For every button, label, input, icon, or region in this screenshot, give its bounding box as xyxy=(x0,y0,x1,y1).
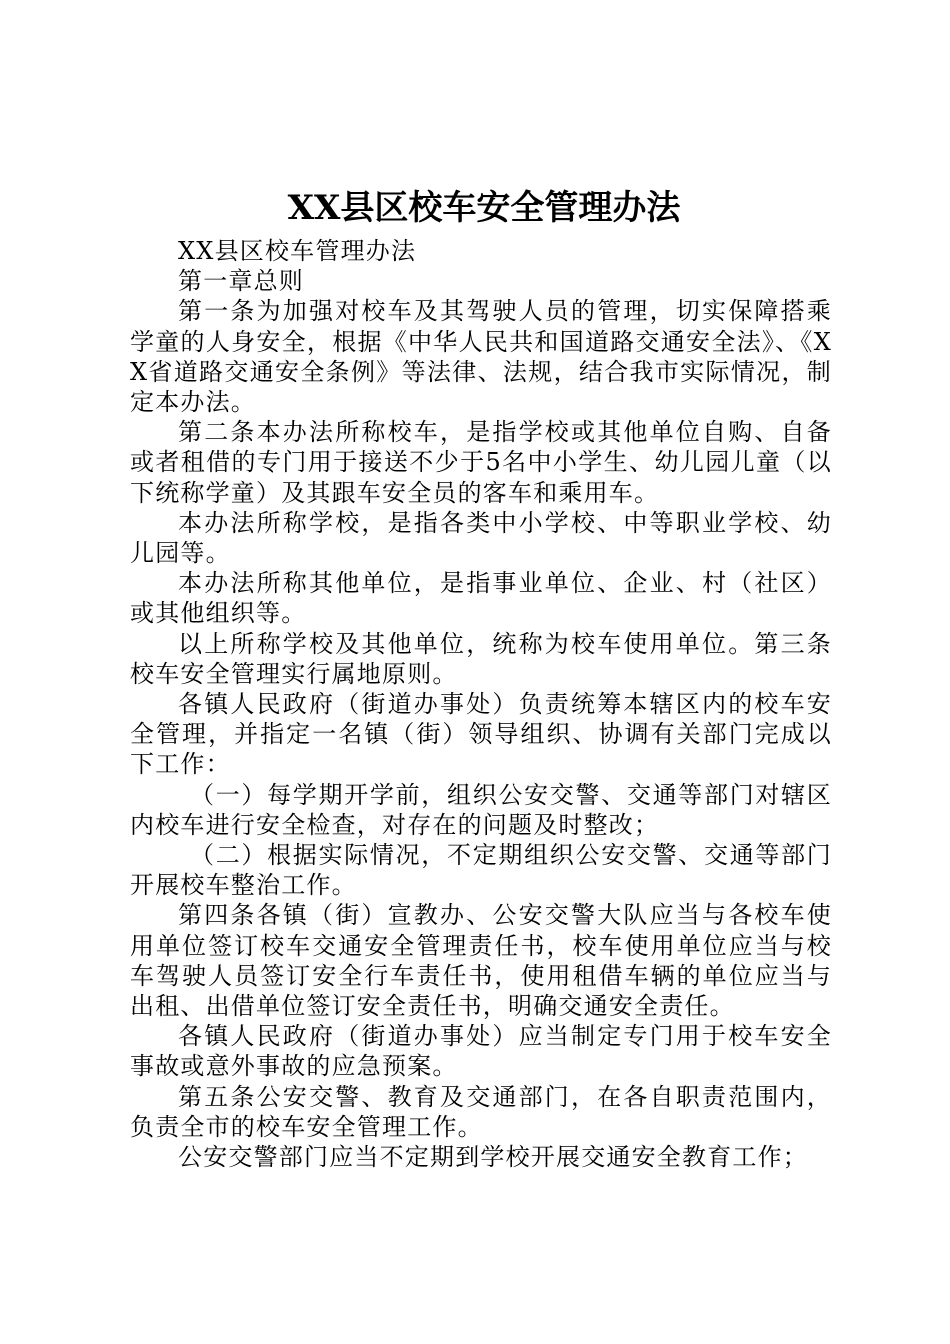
paragraph-article-5: 第五条公安交警、教育及交通部门，在各自职责范围内，负责全市的校车安全管理工作。 xyxy=(130,1082,832,1141)
paragraph-emergency-plan: 各镇人民政府（街道办事处）应当制定专门用于校车安全事故或意外事故的应急预案。 xyxy=(130,1022,832,1081)
document-page xyxy=(130,180,832,1172)
paragraph-subtitle: XX县区校车管理办法 xyxy=(178,237,417,265)
paragraph-school-definition: 本办法所称学校，是指各类中小学校、中等职业学校、幼儿园等。 xyxy=(130,508,832,568)
paragraph-town-government-duties: 各镇人民政府（街道办事处）负责统筹本辖区内的校车安全管理，并指定一名镇（街）领导组织、协调有关部门完成以下工作： xyxy=(130,690,832,779)
paragraph-article-4: 第四条各镇（街）宣教办、公安交警大队应当与各校车使用单位签订校车交通安全管理责任书，校车使用单位应当与校车驾驶人员签订安全行车责任书，使用租借车辆的单位应当与出租、出借单位签订安全责任书，明确交通安全责任。 xyxy=(130,901,832,1021)
document-title: XX县区校车安全管理办法 xyxy=(287,188,681,228)
paragraph-traffic-police-duties: 公安交警部门应当不定期到学校开展交通安全教育工作； xyxy=(178,1143,808,1172)
paragraph-article-2: 第二条本办法所称校车，是指学校或其他单位自购、自备或者租借的专门用于接送不少于5名中小学生、幼儿园儿童（以下统称学童）及其跟车安全员的客车和乘用车。 xyxy=(130,418,832,507)
paragraph-other-units-definition: 本办法所称其他单位，是指事业单位、企业、村（社区）或其他组织等。 xyxy=(130,569,832,628)
paragraph-chapter-heading: 第一章总则 xyxy=(178,267,304,296)
paragraph-item-1: （一）每学期开学前，组织公安交警、交通等部门对辖区内校车进行安全检查，对存在的问题及时整改； xyxy=(130,780,832,839)
paragraph-article-1: 第一条为加强对校车及其驾驶人员的管理，切实保障搭乘学童的人身安全，根据《中华人民共和国道路交通安全法》、《XX省道路交通安全条例》等法律、法规，结合我市实际情况，制定本办法。 xyxy=(130,297,832,417)
paragraph-article-3: 以上所称学校及其他单位，统称为校车使用单位。第三条校车安全管理实行属地原则。 xyxy=(130,629,832,688)
paragraph-item-2: （二）根据实际情况，不定期组织公安交警、交通等部门开展校车整治工作。 xyxy=(130,841,832,900)
